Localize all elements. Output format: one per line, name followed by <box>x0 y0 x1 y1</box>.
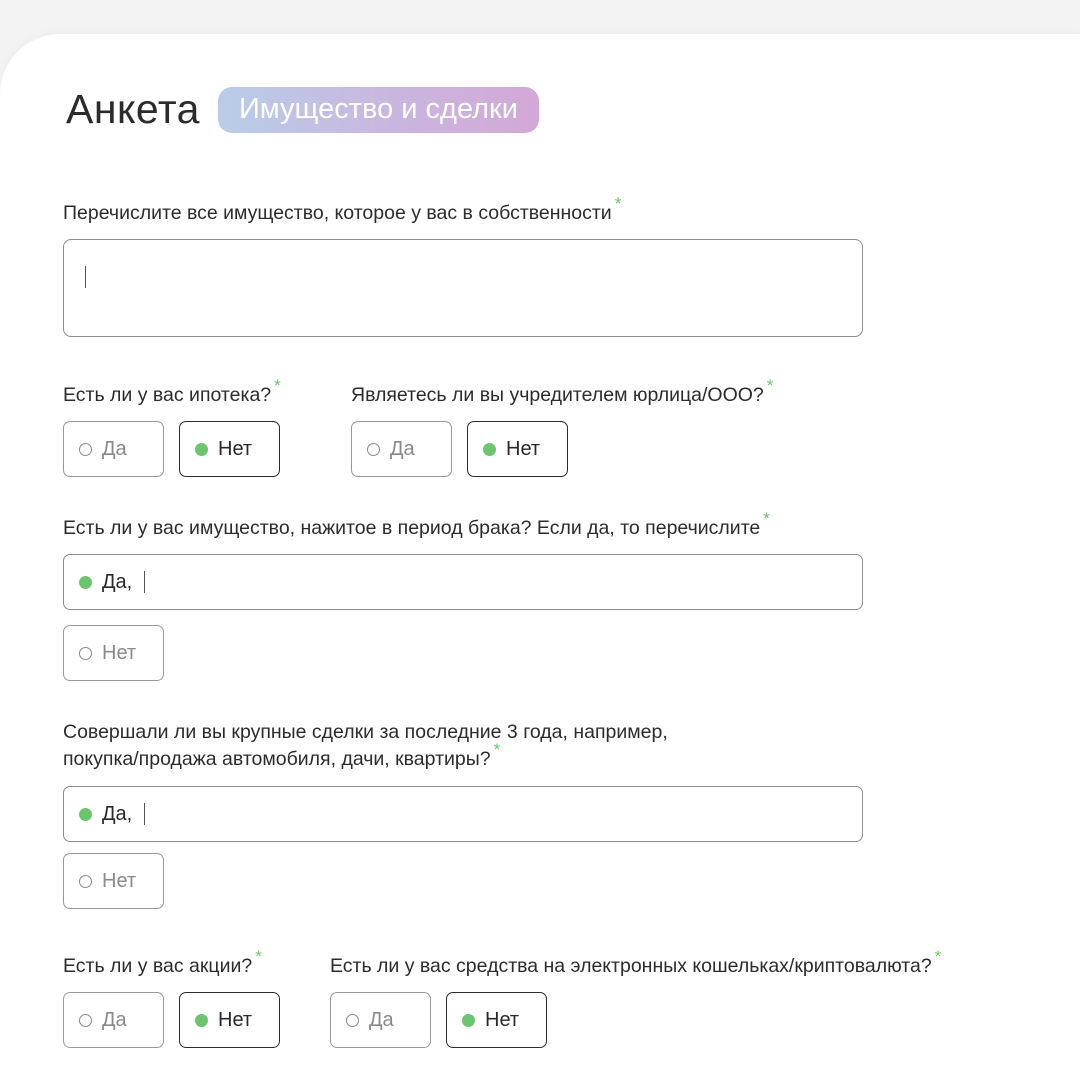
founder-label: Являетесь ли вы учредителем юрлица/ООО? <box>351 384 764 406</box>
radio-checked-icon <box>195 1014 208 1027</box>
required-mark: * <box>934 947 942 966</box>
page-title: Анкета <box>66 86 200 132</box>
big-deals-question <box>63 719 668 773</box>
radio-checked-icon <box>79 576 92 589</box>
radio-checked-icon <box>483 443 496 456</box>
section-badge: Имущество и сделки <box>218 87 539 133</box>
radio-checked-icon <box>462 1014 475 1027</box>
required-mark: * <box>493 740 501 759</box>
mortgage-question <box>63 376 281 409</box>
option-label: Нет <box>102 641 137 664</box>
shares-no-radio[interactable] <box>179 992 280 1048</box>
text-caret <box>85 266 86 288</box>
radio-checked-icon <box>79 808 92 821</box>
text-caret <box>144 571 145 593</box>
big-deals-yes-input[interactable] <box>63 786 863 842</box>
option-label: Да <box>102 1008 127 1031</box>
radio-unchecked-icon <box>79 647 92 660</box>
mortgage-yes-radio[interactable] <box>63 421 164 477</box>
page-header <box>66 86 539 133</box>
marriage-property-question <box>63 509 770 542</box>
option-label: Да <box>102 437 127 460</box>
option-label: Нет <box>218 1008 253 1031</box>
required-mark: * <box>274 376 281 395</box>
mortgage-no-radio[interactable] <box>179 421 280 477</box>
crypto-question <box>330 947 942 980</box>
radio-checked-icon <box>195 443 208 456</box>
required-mark: * <box>255 947 262 966</box>
shares-question <box>63 947 262 980</box>
crypto-yes-radio[interactable] <box>330 992 431 1048</box>
required-mark: * <box>766 376 774 395</box>
mortgage-label: Есть ли у вас ипотека? <box>63 384 272 406</box>
big-deals-no-radio[interactable] <box>63 853 164 909</box>
crypto-no-radio[interactable] <box>446 992 547 1048</box>
property-list-question <box>63 194 622 227</box>
option-label: Нет <box>102 869 137 892</box>
radio-unchecked-icon <box>79 875 92 888</box>
required-mark: * <box>763 509 770 528</box>
property-list-textarea[interactable] <box>63 239 863 337</box>
radio-unchecked-icon <box>346 1014 359 1027</box>
founder-question <box>351 376 774 409</box>
radio-unchecked-icon <box>79 443 92 456</box>
marriage-property-no-radio[interactable] <box>63 625 164 681</box>
option-label: Нет <box>506 437 541 460</box>
text-caret <box>144 803 145 825</box>
option-label: Нет <box>218 437 253 460</box>
option-label: Да, <box>102 802 133 825</box>
property-list-label: Перечислите все имущество, которое у вас в собственности <box>63 202 612 224</box>
option-label: Нет <box>485 1008 520 1031</box>
radio-unchecked-icon <box>79 1014 92 1027</box>
option-label: Да, <box>102 570 133 593</box>
marriage-property-yes-input[interactable] <box>63 554 863 610</box>
founder-no-radio[interactable] <box>467 421 568 477</box>
shares-yes-radio[interactable] <box>63 992 164 1048</box>
marriage-property-label: Есть ли у вас имущество, нажитое в период брака? Если да, то перечислите <box>63 517 761 539</box>
big-deals-label-line2: покупка/продажа автомобиля, дачи, квартиры? <box>63 748 491 770</box>
big-deals-label-line1: Совершали ли вы крупные сделки за последние 3 года, например, <box>63 721 668 743</box>
option-label: Да <box>390 437 415 460</box>
shares-label: Есть ли у вас акции? <box>63 955 253 977</box>
required-mark: * <box>614 194 622 213</box>
option-label: Да <box>369 1008 394 1031</box>
radio-unchecked-icon <box>367 443 380 456</box>
founder-yes-radio[interactable] <box>351 421 452 477</box>
crypto-label: Есть ли у вас средства на электронных кошельках/криптовалюта? <box>330 955 932 977</box>
